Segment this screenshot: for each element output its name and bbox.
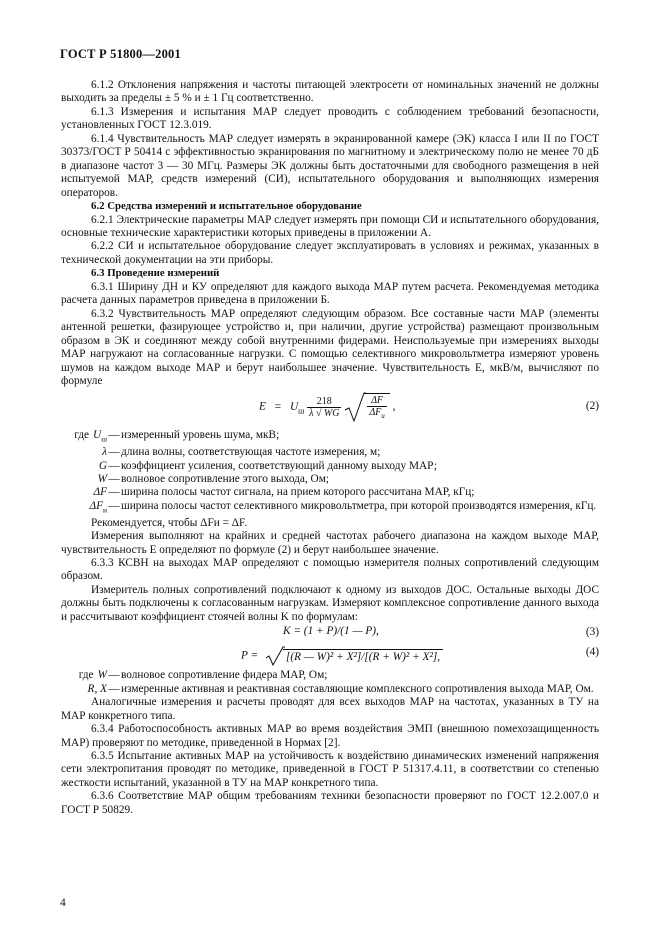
section-heading: 6.3 Проведение измерений [91, 267, 220, 280]
variable-description: волновое сопротивление этого выхода, Ом; [121, 473, 330, 486]
variable-definition [61, 486, 599, 499]
variable-symbol: G [98, 459, 107, 472]
formula-4-variables [61, 669, 599, 696]
variable-dash: — [108, 669, 120, 682]
variable-definition [61, 473, 599, 486]
variable-lead: где [78, 669, 94, 682]
paragraph: 6.1.2 Отклонения напряжения и частоты питающей электросети от номинальных значений не должны выходить за пределы ± 5 % и ± 1 Гц соответственно. [61, 79, 599, 105]
formula-3-number: (3) [585, 626, 599, 639]
paragraph: 6.1.4 Чувствительность МАР следует измерять в экранированной камере (ЭК) класса I или II по ГОСТ 30373/ГОСТ Р 50414 с эффективностью экранирования по магнитному и электрическому полю не менее 70 дБ в диапазоне частот 3 — 30 МГц. Размеры ЭК должны быть достаточными для свободного размещения в ней испытуемой МАР, средств измерений (СИ), испытательного оборудования и выполняющих измерения операторов. [61, 132, 599, 199]
variable-dash: — [108, 682, 120, 695]
variable-description: измеренный уровень шума, мкВ; [121, 429, 280, 442]
variable-description: измеренные активная и реактивная составляющие комплексного сопротивления выхода МАР, Ом. [121, 682, 594, 695]
section-6-1-6-3-intro [61, 79, 599, 388]
section-heading: 6.2 Средства измерений и испытательное оборудование [91, 200, 362, 213]
variable-definition [61, 446, 599, 459]
formula-2 [61, 392, 599, 426]
variable-dash: — [108, 499, 120, 512]
variable-dash: — [108, 473, 120, 486]
variable-symbol: ΔF [93, 486, 107, 499]
variable-definition [61, 669, 599, 682]
variable-symbol: $\Delta F_и$ [89, 499, 107, 515]
variable-description: коэффициент усиления, соответствующий данному выходу МАР; [121, 459, 438, 472]
section-6-3-4-6-3-6 [61, 696, 599, 817]
paragraph: 6.3.5 Испытание активных МАР на устойчивость к воздействию динамических изменений напряжения сети электропитания проводят по методике, приведенной в ГОСТ Р 51317.4.11, в соответствии со степенью жесткости испытаний, указанной в ТУ на МАР конкретного типа. [61, 749, 599, 789]
variable-symbol: R, X [87, 682, 107, 695]
paragraph: Рекомендуется, чтобы ΔFи = ΔF. [91, 516, 248, 529]
formula-4-number: (4) [585, 646, 599, 659]
variable-description: волновое сопротивление фидера МАР, Ом; [121, 669, 328, 682]
section-6-3-2-6-3-3 [61, 517, 599, 625]
page-number: 4 [60, 897, 66, 909]
formula-2-numerator: 218 [307, 396, 341, 408]
paragraph: 6.3.2 Чувствительность МАР определяют следующим образом. Все составные части МАР (элементы антенной решетки, фазирующее устройство и, при наличии, другие устройства) размещают произвольным образом в ЭК и соединяют между собой внутренними фидерами. Неиспользуемые при измерениях выходы МАР нагружают на согласованные нагрузки. С помощью селективного микровольтметра измеряют уровень шумов на каждом выходе МАР и берут наибольшее значение. Чувствительность E, мкВ/м, вычисляют по формуле [61, 307, 599, 387]
paragraph: 6.2.1 Электрические параметры МАР следует измерять при помощи СИ и испытательного оборудования, основные технические характеристики которых приведены в приложении А. [61, 213, 599, 239]
variable-symbol: λ [102, 446, 107, 459]
paragraph: Измеритель полных сопротивлений подключают к одному из выходов ДОС. Остальные выходы ДОС должны быть подключены к согласованным нагрузкам. Измеряют комплексное сопротивление данного выхода и рассчитывают коэффициент стоячей волны K по формулам: [61, 583, 599, 623]
radical-sign-icon [265, 646, 285, 666]
variable-description: ширина полосы частот сигнала, на прием которого рассчитана МАР, кГц; [121, 486, 475, 499]
variable-dash: — [108, 446, 120, 459]
formula-2-expression [259, 392, 395, 422]
paragraph: 6.1.3 Измерения и испытания МАР следует проводить с соблюдением требований безопасности, установленных ГОСТ 12.3.019. [61, 105, 599, 132]
formula-2-eq: = [274, 401, 282, 414]
formula-4-radicand: [(R — W)² + X²]/[(R + W)² + X²], [283, 649, 443, 664]
variable-symbol: W [97, 473, 107, 486]
variable-definition [61, 460, 599, 473]
variable-dash: — [108, 486, 120, 499]
variable-symbol: где W [78, 669, 107, 682]
variable-symbol: где $U_ш$ [74, 429, 107, 444]
paragraph: 6.2.2 СИ и испытательное оборудование следует эксплуатировать в условиях и режимах, указанных в технической документации на эти приборы. [61, 240, 599, 266]
paragraph: 6.3.6 Соответствие МАР общим требованиям техники безопасности проверяют по ГОСТ 12.2.007.0 и ГОСТ Р 50829. [61, 790, 599, 816]
formula-2-lhs: E [259, 401, 266, 414]
formula-2-variables [61, 429, 599, 516]
variable-lead: где [74, 429, 90, 442]
formula-2-u: $U_ш$ [289, 401, 305, 416]
document-body [61, 79, 599, 817]
variable-description: ширина полосы частот селективного микровольтметра, при которой производятся измерения, кГц. [121, 499, 597, 512]
document-header: ГОСТ Р 51800—2001 [60, 47, 181, 61]
paragraph: Измерения выполняют на крайних и средней частотах рабочего диапазона на каждом выходе МАР, чувствительность E определяют по формуле (2) и берут наибольшее значение. [61, 530, 599, 556]
formula-2-sqrt [344, 392, 389, 422]
paragraph: Аналогичные измерения и расчеты проводят для всех выходов МАР на частотах, указанных в ТУ на МАР конкретного типа. [61, 696, 599, 722]
formula-2-root-numerator: ΔF [367, 395, 386, 407]
formula-2-tail: , [392, 401, 396, 414]
formula-3-expression: K = (1 + P)/(1 — P), [283, 625, 379, 638]
variable-dash: — [108, 459, 120, 472]
formula-2-root-denominator: $\Delta F_и$ [369, 406, 385, 420]
variable-description: длина волны, соответствующая частоте измерения, м; [121, 446, 381, 459]
formula-4 [61, 644, 599, 668]
paragraph: 6.3.1 Ширину ДН и КУ определяют для каждого выхода МАР путем расчета. Рекомендуемая методика расчета данных параметров приведена в приложении Б. [61, 280, 599, 307]
formula-2-number: (2) [585, 400, 599, 413]
paragraph: 6.3.4 Работоспособность активных МАР во время воздействия ЭМП (внешнюю помехозащищенность МАР) проверяют по методике, приведенной в Нормах [2]. [61, 723, 599, 749]
formula-4-lhs: P = [241, 649, 259, 662]
formula-3 [61, 625, 599, 643]
radical-sign-icon [344, 392, 366, 422]
formula-2-denominator: λ √ WG [309, 407, 340, 419]
variable-definition [61, 683, 599, 696]
paragraph: 6.3.3 КСВН на выходах МАР определяют с помощью измерителя полных сопротивлений следующим образом. [61, 557, 599, 583]
variable-dash: — [108, 429, 120, 442]
formula-4-expression [241, 646, 443, 666]
formula-2-fraction [307, 396, 341, 419]
variable-definition [61, 429, 599, 446]
variable-definition [61, 500, 599, 517]
